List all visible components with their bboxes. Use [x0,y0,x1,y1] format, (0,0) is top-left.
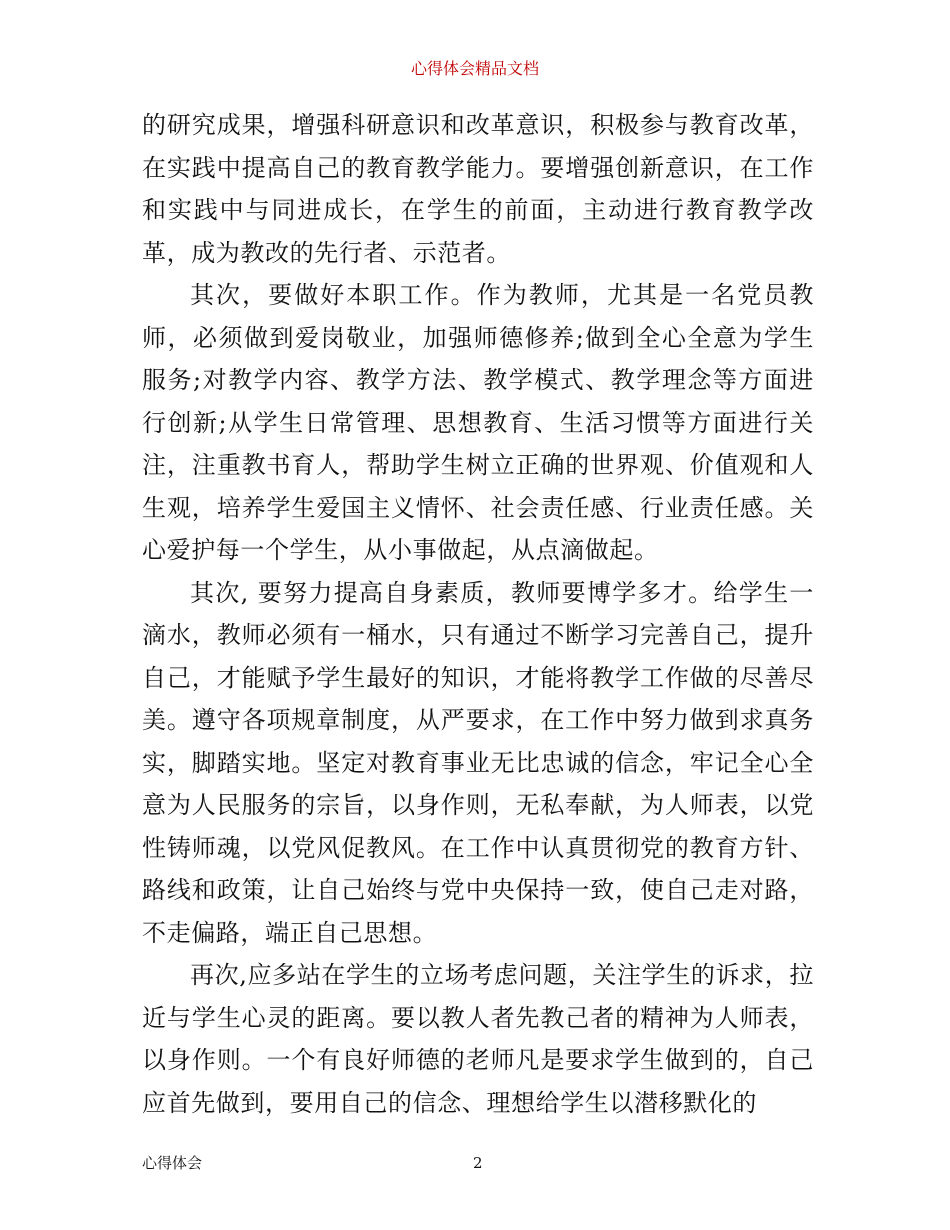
paragraph-2: 其次，要做好本职工作。作为教师，尤其是一名党员教师，必须做到爱岗敬业，加强师德修养;做到全心全意为学生服务;对教学内容、教学方法、教学模式、教学理念等方面进行创新;从学生日常管理、思想教育、生活习惯等方面进行关注，注重教书育人，帮助学生树立正确的世界观、价值观和人生观，培养学生爱国主义情怀、社会责任感、行业责任感。关心爱护每一个学生，从小事做起，从点滴做起。 [142,281,814,564]
page-number: 2 [473,1154,483,1172]
paragraph-3: 其次, 要努力提高自身素质，教师要博学多才。给学生一滴水，教师必须有一桶水，只有通过不断学习完善自己，提升自己，才能赋予学生最好的知识，才能将教学工作做的尽善尽美。遵守各项规章制度，从严要求，在工作中努力做到求真务实，脚踏实地。坚定对教育事业无比忠诚的信念，牢记全心全意为人民服务的宗旨，以身作则，无私奉献，为人师表，以党性铸师魂，以党风促教风。在工作中认真贯彻党的教育方针、路线和政策，让自己始终与党中央保持一致，使自己走对路，不走偏路，端正自己思想。 [142,578,814,947]
page-footer [142,1153,814,1177]
page-header: 心得体会精品文档 [410,59,539,78]
paragraph-1: 的研究成果，增强科研意识和改革意识，积极参与教育改革，在实践中提高自己的教育教学能力。要增强创新意识，在工作和实践中与同进成长，在学生的前面，主动进行教育教学改革，成为教改的先行者、示范者。 [142,111,814,267]
paragraph-4: 再次,应多站在学生的立场考虑问题，关注学生的诉求，拉近与学生心灵的距离。要以教人者先教己者的精神为人师表，以身作则。一个有良好师德的老师凡是要求学生做到的，自己应首先做到，要用自己的信念、理想给学生以潜移默化的 [142,961,814,1117]
footer-label: 心得体会 [142,1154,203,1172]
document-body [142,104,814,1124]
